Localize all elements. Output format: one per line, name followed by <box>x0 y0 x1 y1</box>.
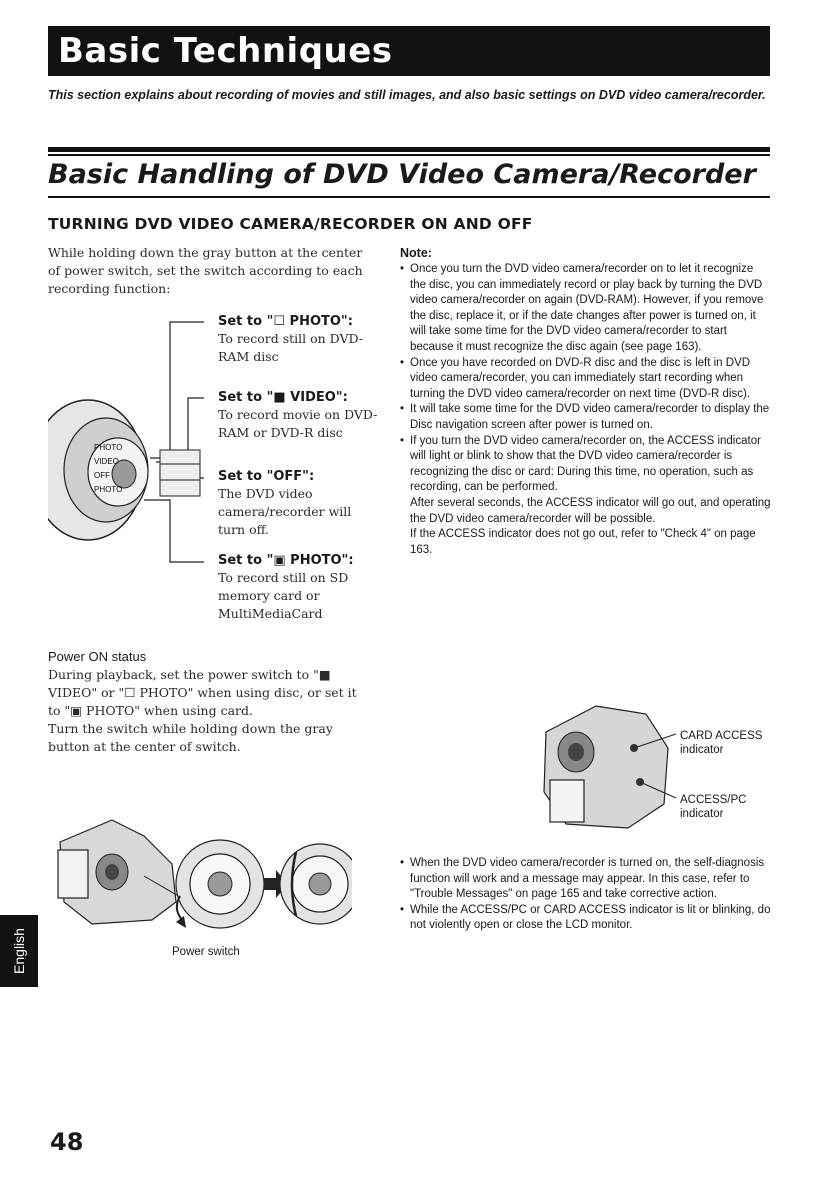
dial-label-photo: PHOTO <box>94 443 123 452</box>
camcorder-drawing <box>58 820 192 924</box>
label-card-access <box>680 729 762 757</box>
chapter-title: Basic Techniques <box>48 26 770 76</box>
setting-desc: The DVD video camera/recorder will turn off. <box>218 486 352 537</box>
note-item: • Once you turn the DVD video camera/recorder on to let it recognize the disc, you can immediately record or play back by turning the DVD video camera/recorder on again (DVD-RAM). However, if you remove the disc, replace it, or if the date changes after power is turned on, it will take some time for the DVD video camera/recorder to start because it must recognize the disc again (see page 163). <box>400 262 772 356</box>
language-tab-label: English <box>11 928 27 974</box>
section-heading: Basic Handling of DVD Video Camera/Recorder <box>48 159 756 190</box>
note-item: • Once you have recorded on DVD-R disc and the disc is left in DVD video camera/recorder, you can immediately start recording when turning the DVD video camera/recorder on next time (DVD-R disc). <box>400 356 772 403</box>
page-number: 48 <box>50 1128 84 1156</box>
section-rule-thick <box>48 147 770 152</box>
left-intro-text: While holding down the gray button at the center of power switch, set the switch according to each recording function: <box>48 245 363 296</box>
leader-line-photo <box>150 322 204 458</box>
label-card-access-line2: indicator <box>680 744 724 756</box>
leader-line-card-photo <box>144 500 204 562</box>
power-on-title: Power ON status <box>48 649 147 664</box>
setting-desc: To record still on SD memory card or MultiMediaCard <box>218 570 349 621</box>
access-indicator-illustration <box>536 692 686 840</box>
setting-title: Set to "OFF": <box>218 469 315 484</box>
note-continuation: If the ACCESS indicator does not go out, refer to "Check 4" on page 163. <box>410 528 756 556</box>
note-continuation: After several seconds, the ACCESS indicator will go out, and operating the DVD video camera/recorder will be possible. <box>410 496 771 525</box>
label-access-pc-line1: ACCESS/PC <box>680 794 747 806</box>
label-card-access-line1: CARD ACCESS <box>680 730 763 742</box>
power-on-text-1: During playback, set the power switch to "■ VIDEO" or "☐ PHOTO" when using disc, or set it to "▣ PHOTO" when using card. <box>48 667 357 718</box>
setting-title: Set to "☐ PHOTO": <box>218 314 353 329</box>
setting-desc: To record still on DVD-RAM disc <box>218 331 363 364</box>
dial-label-card-photo: PHOTO <box>94 485 123 494</box>
dial-label-video: VIDEO <box>94 457 119 466</box>
language-tab <box>0 915 38 987</box>
setting-desc: To record movie on DVD-RAM or DVD-R disc <box>218 407 378 440</box>
power-switch-caption: Power switch <box>172 946 240 958</box>
label-access-pc-line2: indicator <box>680 808 724 820</box>
setting-title: Set to "■ VIDEO": <box>218 390 348 405</box>
setting-off <box>218 468 378 539</box>
note-item: • It will take some time for the DVD video camera/recorder to display the Disc navigation screen after power is turned on. <box>400 402 772 433</box>
subsection-heading: TURNING DVD VIDEO CAMERA/RECORDER ON AND OFF <box>48 215 533 233</box>
notes-top <box>400 262 772 558</box>
switch-before-drawing <box>176 840 264 928</box>
note-item: • While the ACCESS/PC or CARD ACCESS indicator is lit or blinking, do not violently open or close the LCD monitor. <box>400 903 772 934</box>
switch-after-drawing <box>280 844 352 924</box>
heading-underline <box>48 196 770 198</box>
note-title: Note: <box>400 246 432 260</box>
note-item: • When the DVD video camera/recorder is turned on, the self-diagnosis function will work and a message may appear. In this case, refer to "Trouble Messages" on page 165 and take corrective action. <box>400 856 772 903</box>
power-on-text-2: Turn the switch while holding down the gray button at the center of switch. <box>48 721 333 754</box>
note-item: • If you turn the DVD video camera/recorder on, the ACCESS indicator will light or blink to show that the DVD video camera/recorder is recognizing the disc or card: During this time, no operation, such as recording, can be performed. <box>400 434 772 496</box>
setting-video <box>218 389 378 442</box>
power-switch-illustration <box>52 792 352 972</box>
notes-bottom <box>400 856 772 934</box>
label-access-pc <box>680 793 746 821</box>
section-rule-thin <box>48 154 770 156</box>
setting-photo-disc <box>218 313 378 366</box>
power-dial-figure <box>48 300 220 580</box>
dial-label-off: OFF <box>94 471 110 480</box>
chapter-intro: This section explains about recording of movies and still images, and also basic settings on DVD video camera/recorder. <box>48 88 766 102</box>
setting-title: Set to "▣ PHOTO": <box>218 553 354 568</box>
setting-photo-card <box>218 552 378 623</box>
